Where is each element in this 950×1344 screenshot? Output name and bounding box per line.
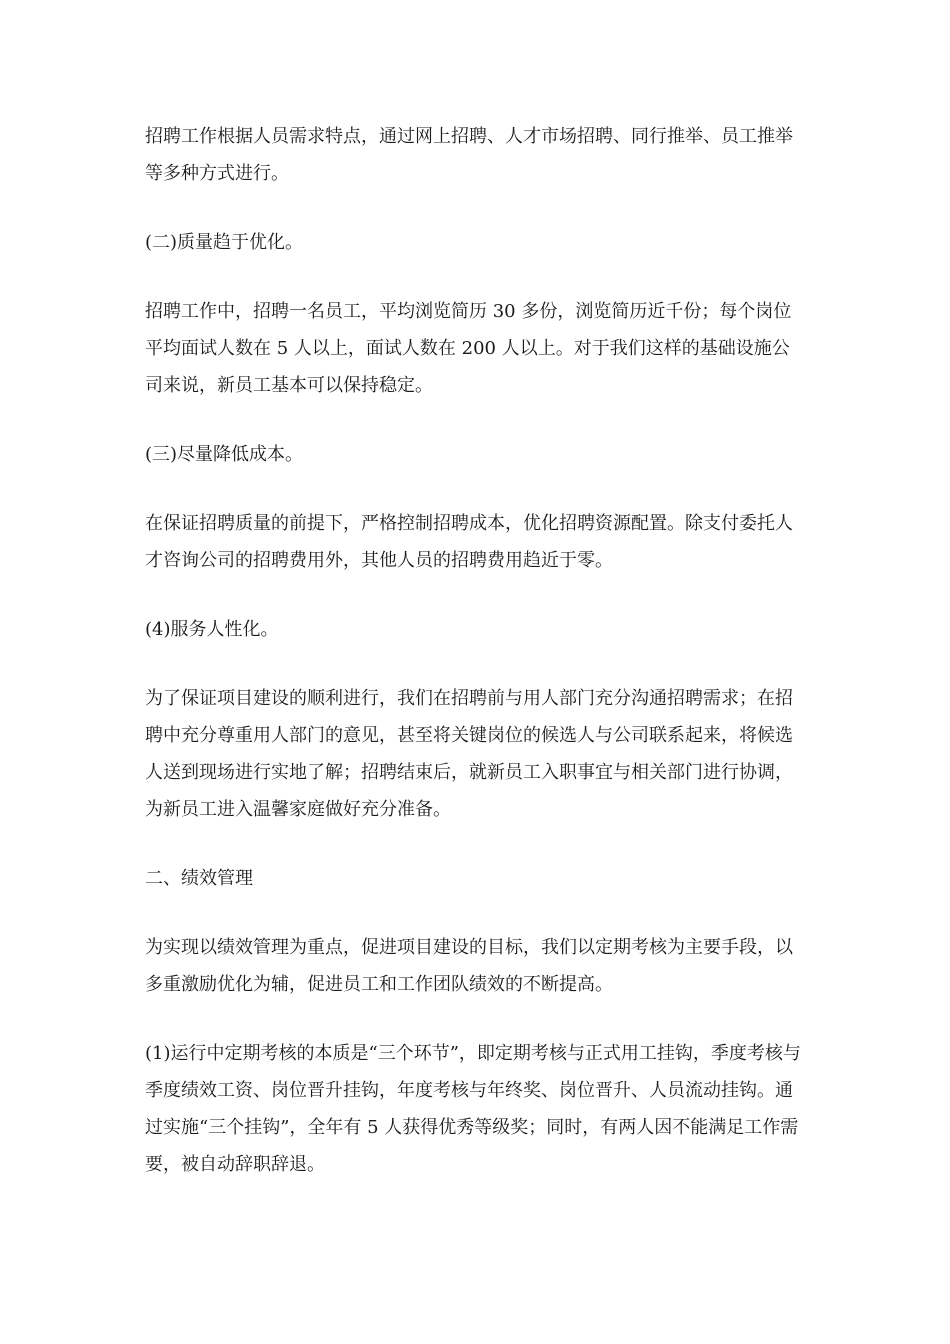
paragraph-service-details: 为了保证项目建设的顺利进行，我们在招聘前与用人部门充分沟通招聘需求；在招聘中充分尊重用人部门的意见，甚至将关键岗位的候选人与公司联系起来，将候选人送到现场进行实地了解；招聘结束后，就新员工入职事宜与相关部门进行协调，为新员工进入温馨家庭做好充分准备。 [145, 688, 793, 820]
paragraph-recruitment-quality: 招聘工作中，招聘一名员工，平均浏览简历 30 多份，浏览简历近千份；每个岗位平均面试人数在 5 人以上，面试人数在 200 人以上。对于我们这样的基础设施公司来说，新员工基本可以保持稳定。 [145, 301, 792, 396]
heading-performance-management: 二、绩效管理 [145, 868, 253, 889]
heading-humanized-service: (4)服务人性化。 [145, 619, 279, 640]
paragraph-performance-goal: 为实现以绩效管理为重点，促进项目建设的目标，我们以定期考核为主要手段，以多重激励优化为辅，促进员工和工作团队绩效的不断提高。 [145, 937, 793, 995]
document-body [145, 118, 807, 1215]
heading-quality-optimization: (二)质量趋于优化。 [145, 232, 304, 253]
heading-reduce-cost: (三)尽量降低成本。 [145, 444, 304, 465]
paragraph-recruitment-methods: 招聘工作根据人员需求特点，通过网上招聘、人才市场招聘、同行推举、员工推举等多种方式进行。 [145, 126, 793, 184]
paragraph-cost-control: 在保证招聘质量的前提下，严格控制招聘成本，优化招聘资源配置。除支付委托人才咨询公司的招聘费用外，其他人员的招聘费用趋近于零。 [145, 513, 793, 571]
paragraph-periodic-assessment: (1)运行中定期考核的本质是“三个环节”，即定期考核与正式用工挂钩，季度考核与季度绩效工资、岗位晋升挂钩，年度考核与年终奖、岗位晋升、人员流动挂钩。通过实施“三个挂钩”，全年有 5 人获得优秀等级奖；同时，有两人因不能满足工作需要，被自动辞职辞退。 [145, 1043, 801, 1175]
